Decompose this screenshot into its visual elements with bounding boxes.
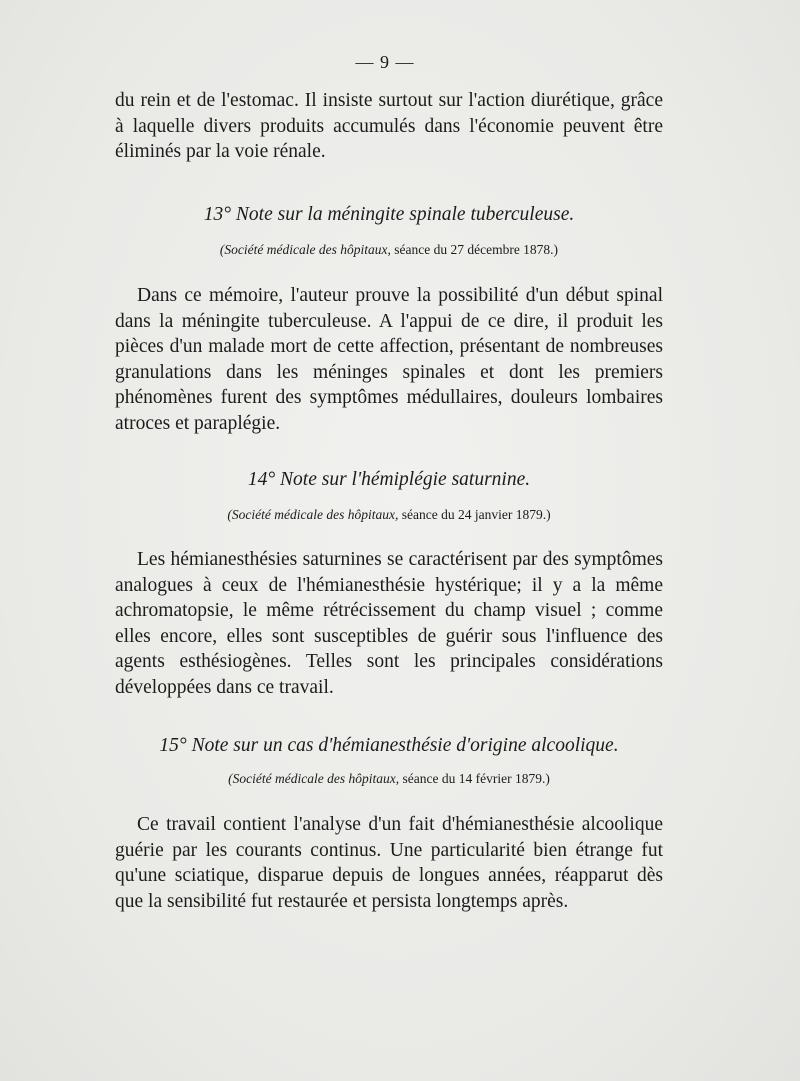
section-15-body-block [115,812,663,914]
section-14-body-text: Les hémianesthésies saturnines se caractérisent par des symptômes analogues à ceux de l'hémianesthésie hystérique; il y a la même achromatopsie, le même rétrécissement du champ visuel ; comme elles encore, elles sont susceptibles de guérir sous l'influence des agents esthésiogènes. Telles sont les principales considérations développées dans ce travail. [115,549,663,698]
section-15-source [115,771,663,787]
section-14-body [115,547,663,700]
page-number: — 9 — [355,52,415,72]
section-13-body-text: Dans ce mémoire, l'auteur prouve la possibilité d'un début spinal dans la méningite tuberculeuse. A l'appui de ce dire, il produit les pièces d'un malade mort de cette affection, présentant de nombreuses granulations dans les méninges spinales et dont les premiers phénomènes furent des symptômes médullaires, douleurs lombaires atroces et paraplégie. [115,285,663,434]
section-13-body [115,283,663,436]
section-15-source-date: séance du 14 février 1879.) [399,771,550,786]
section-13-body-block [115,283,663,436]
section-15-source-society: (Société médicale des hôpitaux, [228,771,400,786]
section-13-heading: 13° Note sur la méningite spinale tuberculeuse. [203,204,575,225]
section-15-body [115,812,663,914]
intro-paragraph: du rein et de l'estomac. Il insiste surtout sur l'action diurétique, grâce à laquelle divers produits accumulés dans l'économie peuvent être éliminés par la voie rénale. [115,90,663,162]
section-14-source-society: (Société médicale des hôpitaux, [227,507,399,522]
section-13-source-date: séance du 27 décembre 1878.) [390,242,559,257]
section-15-heading: 15° Note sur un cas d'hémianesthésie d'origine alcoolique. [159,735,619,756]
section-14-body-block [115,547,663,700]
section-13-source [115,242,663,258]
intro-paragraph-block [115,88,663,165]
section-15-body-text: Ce travail contient l'analyse d'un fait d'hémianesthésie alcoolique guérie par les courants continus. Une particularité bien étrange fut qu'une sciatique, disparue depuis de longues années, réapparut dès que la sensibilité fut restaurée et persista longtemps après. [115,814,663,912]
section-14-source [115,507,663,523]
section-13-source-society: (Société médicale des hôpitaux, [219,242,391,257]
section-14-source-date: séance du 24 janvier 1879.) [398,507,551,522]
section-14-heading: 14° Note sur l'hémiplégie saturnine. [247,469,531,490]
